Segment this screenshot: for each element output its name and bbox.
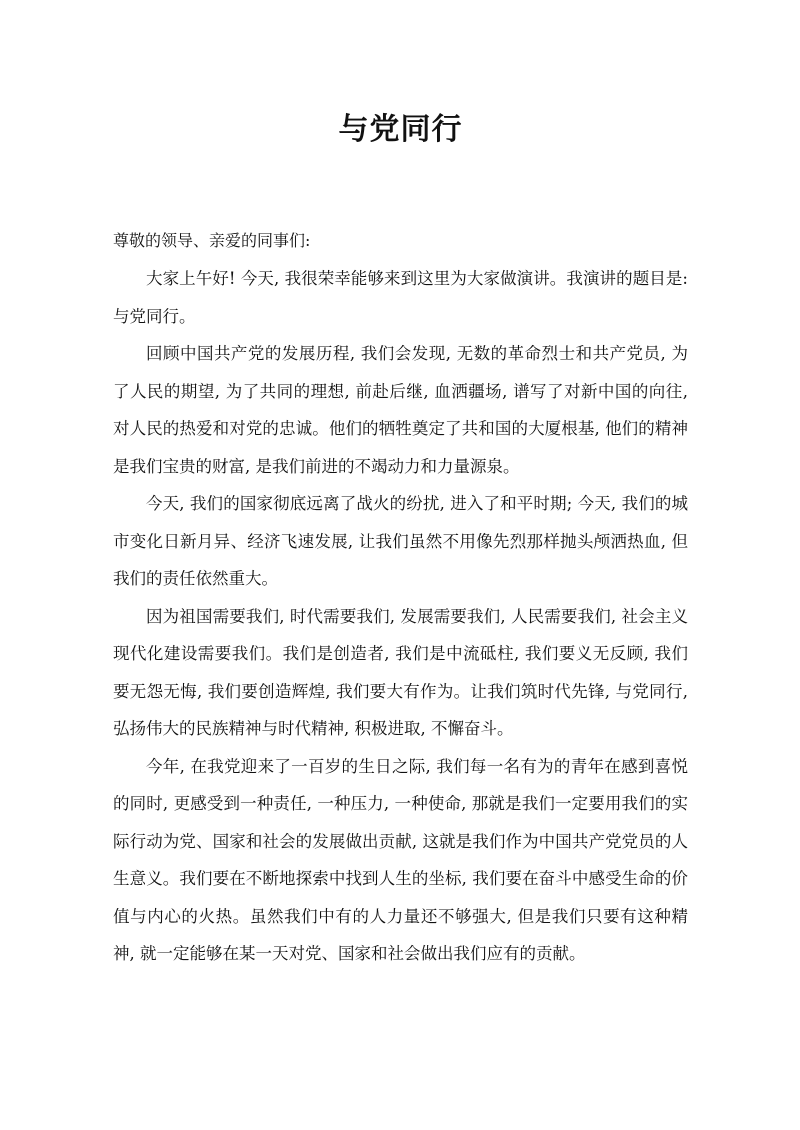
paragraph-1: 大家上午好! 今天, 我很荣幸能够来到这里为大家做演讲。我演讲的题目是: 与党同行。	[113, 269, 688, 326]
salutation: 尊敬的领导、亲爱的同事们:	[113, 231, 311, 250]
paragraph-3: 今天, 我们的国家彻底远离了战火的纷扰, 进入了和平时期; 今天, 我们的城市变化日新月异、经济飞速发展, 让我们虽然不用像先烈那样抛头颅洒热血, 但我们的责任依然重大。	[113, 494, 688, 588]
paragraph-2: 回顾中国共产党的发展历程, 我们会发现, 无数的革命烈士和共产党员, 为了人民的期望, 为了共同的理想, 前赴后继, 血洒疆场, 谱写了对新中国的向往, 对人民的热爱和对党的忠诚。他们的牺牲奠定了共和国的大厦根基, 他们的精神是我们宝贵的财富, 是我们前进的不竭动力和力量源泉。	[113, 344, 688, 476]
document-title: 与党同行	[338, 112, 463, 147]
paragraph-5: 今年, 在我党迎来了一百岁的生日之际, 我们每一名有为的青年在感到喜悦的同时, 更感受到一种责任, 一种压力, 一种使命, 那就是我们一定要用我们的实际行动为党、国家和社会的发展做出贡献, 这就是我们作为中国共产党党员的人生意义。我们要在不断地探索中找到人生的坐标, 我们要在奋斗中感受生命的价值与内心的火热。虽然我们中有的人力量还不够强大, 但是我们只要有这种精神, 就一定能够在某一天对党、国家和社会做出我们应有的贡献。	[113, 756, 688, 963]
paragraph-4: 因为祖国需要我们, 时代需要我们, 发展需要我们, 人民需要我们, 社会主义现代化建设需要我们。我们是创造者, 我们是中流砥柱, 我们要义无反顾, 我们要无怨无悔, 我们要创造辉煌, 我们要大有作为。让我们筑时代先锋, 与党同行, 弘扬伟大的民族精神与时代精神, 积极进取, 不懈奋斗。	[113, 606, 688, 738]
